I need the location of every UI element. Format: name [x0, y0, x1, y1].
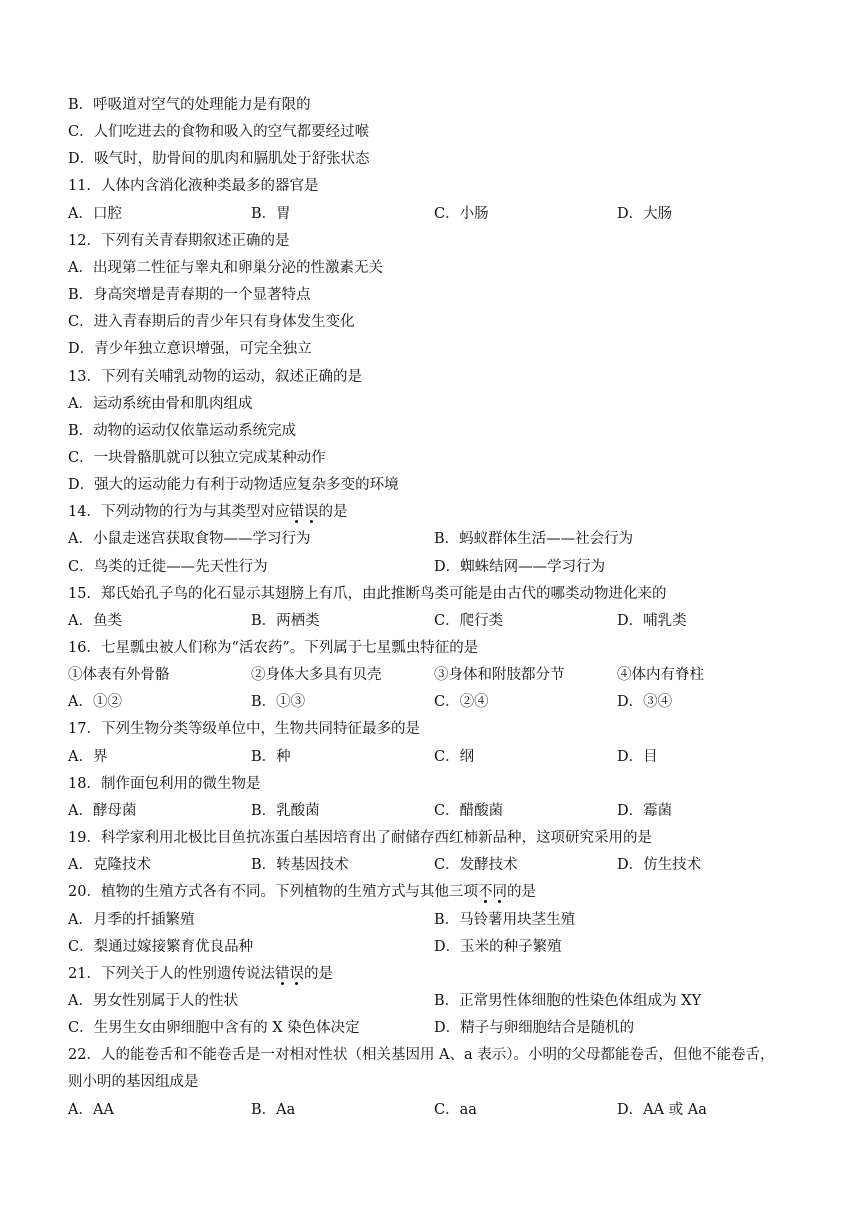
option-row	[68, 1015, 798, 1041]
emphasis-dot	[295, 982, 298, 985]
option-line: D．吸气时，肋骨间的肌肉和膈肌处于舒张状态	[68, 151, 370, 168]
answer-option: C．梨通过嫁接繁育优良品种	[68, 938, 254, 955]
option-line: 则小明的基因组成是	[68, 1074, 199, 1091]
answer-option: C．小肠	[434, 205, 489, 222]
answer-option: D．目	[617, 748, 658, 765]
answer-option: D．玉米的种子繁殖	[434, 938, 562, 955]
emphasis-dot	[310, 520, 313, 523]
emphasis-char: 错	[275, 966, 290, 982]
option-row	[68, 689, 798, 715]
question-stem	[68, 879, 798, 905]
answer-option: B．转基因技术	[251, 857, 349, 874]
question-stem: 12．下列有关青春期叙述正确的是	[68, 232, 290, 249]
option-row	[68, 798, 798, 824]
option-row	[68, 744, 798, 770]
answer-option: B．①③	[251, 694, 306, 711]
answer-option: D．③④	[617, 694, 673, 711]
answer-option: D．精子与卵细胞结合是随机的	[434, 1020, 635, 1037]
question-stem: 18．制作面包利用的微生物是	[68, 775, 261, 792]
answer-option: B．正常男性体细胞的性染色体组成为 XY	[434, 992, 702, 1009]
stem-text: 的是	[506, 884, 536, 901]
answer-option: B．蚂蚁群体生活——社会行为	[434, 531, 634, 548]
option-line: B．身高突增是青春期的一个显著特点	[68, 287, 311, 303]
emphasis-char: 错	[289, 504, 304, 520]
question-stem: 11．人体内含消化液种类最多的器官是	[68, 178, 319, 195]
question-stem: 19．科学家利用北极比目鱼抗冻蛋白基因培育出了耐储存西红柿新品种，这项研究采用的是	[68, 830, 652, 846]
answer-option: ②身体大多具有贝壳	[251, 667, 382, 684]
option-line: D．强大的运动能力有利于动物适应复杂多变的环境	[68, 477, 399, 494]
emphasis-text	[478, 884, 507, 900]
stem-text: 14．下列动物的行为与其类型对应	[68, 504, 290, 521]
stem-text: 20．植物的生殖方式各有不同。下列植物的生殖方式与其他三项	[68, 884, 478, 901]
option-row	[68, 1097, 798, 1123]
option-row	[68, 201, 798, 227]
option-row	[68, 662, 798, 688]
answer-option: C．爬行类	[434, 612, 504, 629]
option-row	[68, 554, 798, 580]
option-row	[68, 907, 798, 933]
stem-text: 21．下列关于人的性别遗传说法	[68, 965, 275, 982]
answer-option: C．生男生女由卵细胞中含有的 X 染色体决定	[68, 1020, 360, 1037]
answer-option: C．鸟类的迁徙——先天性行为	[68, 558, 268, 575]
option-line: C．人们吃进去的食物和吸入的空气都要经过喉	[68, 124, 370, 141]
option-row	[68, 608, 798, 634]
answer-option: A．①②	[68, 694, 122, 711]
emphasis-text	[289, 504, 318, 520]
answer-option: A．界	[68, 748, 108, 765]
emphasis-dot	[281, 982, 284, 985]
answer-option: A．酵母菌	[68, 802, 137, 819]
question-stem: 13．下列有关哺乳动物的运动，叙述正确的是	[68, 368, 362, 385]
option-line: A．运动系统由骨和肌肉组成	[68, 395, 253, 412]
emphasis-char: 同	[492, 884, 507, 900]
stem-text: 的是	[318, 504, 348, 521]
answer-option: A．口腔	[68, 205, 122, 222]
answer-option: D．AA 或 Aa	[617, 1101, 707, 1118]
answer-option: B．马铃薯用块茎生殖	[434, 911, 576, 928]
answer-option: C．②④	[434, 694, 489, 711]
answer-option: A．小鼠走迷宫获取食物——学习行为	[68, 531, 311, 548]
option-row	[68, 934, 798, 960]
answer-option: D．霉菌	[617, 802, 673, 819]
stem-text: 的是	[303, 965, 333, 982]
answer-option: C．醋酸菌	[434, 802, 504, 819]
answer-option: ④体内有脊柱	[617, 667, 704, 684]
emphasis-dot	[484, 900, 487, 903]
emphasis-dot	[498, 900, 501, 903]
question-stem: 15．郑氏始孔子鸟的化石显示其翅膀上有爪，由此推断鸟类可能是由古代的哪类动物进化来的	[68, 585, 667, 602]
emphasis-char: 不	[478, 884, 493, 900]
option-line: C．一块骨骼肌就可以独立完成某种动作	[68, 449, 326, 466]
question-stem: 22．人的能卷舌和不能卷舌是一对相对性状（相关基因用 A、a 表示）。小明的父母都能卷舌，但他不能卷舌，	[68, 1047, 775, 1064]
answer-option: B．两栖类	[251, 612, 320, 629]
option-line: B．呼吸道对空气的处理能力是有限的	[68, 97, 311, 113]
answer-option: B．种	[251, 748, 291, 765]
answer-option: A．AA	[68, 1101, 114, 1118]
option-line: C．进入青春期后的青少年只有身体发生变化	[68, 314, 355, 331]
answer-option: A．克隆技术	[68, 857, 151, 874]
option-line: B．动物的运动仅依靠运动系统完成	[68, 422, 297, 439]
answer-option: C．aa	[434, 1101, 477, 1118]
answer-option: D．仿生技术	[617, 857, 702, 874]
answer-option: D．哺乳类	[617, 612, 687, 629]
option-line: D．青少年独立意识增强，可完全独立	[68, 341, 312, 358]
answer-option: C．纲	[434, 748, 475, 765]
question-stem	[68, 961, 798, 987]
question-stem: 17．下列生物分类等级单位中，生物共同特征最多的是	[68, 721, 420, 738]
answer-option: D．蜘蛛结网——学习行为	[434, 558, 606, 575]
emphasis-text	[275, 966, 304, 982]
answer-option: ①体表有外骨骼	[68, 667, 170, 684]
answer-option: B．Aa	[251, 1101, 296, 1118]
emphasis-dot	[295, 520, 298, 523]
question-stem: 16．七星瓢虫被人们称为“活农药”。下列属于七星瓢虫特征的是	[68, 640, 479, 656]
question-stem	[68, 499, 798, 525]
option-line: A．出现第二性征与睾丸和卵巢分泌的性激素无关	[68, 259, 383, 276]
option-row	[68, 852, 798, 878]
emphasis-char: 误	[304, 504, 319, 520]
answer-option: ③身体和附肢都分节	[434, 667, 565, 684]
answer-option: A．月季的扦插繁殖	[68, 911, 195, 928]
answer-option: B．乳酸菌	[251, 802, 320, 819]
answer-option: D．大肠	[617, 205, 673, 222]
answer-option: A．男女性别属于人的性状	[68, 992, 238, 1009]
answer-option: C．发酵技术	[434, 857, 518, 874]
option-row	[68, 526, 798, 552]
option-row	[68, 988, 798, 1014]
answer-option: A．鱼类	[68, 612, 122, 629]
answer-option: B．胃	[251, 205, 291, 222]
emphasis-char: 误	[289, 966, 304, 982]
